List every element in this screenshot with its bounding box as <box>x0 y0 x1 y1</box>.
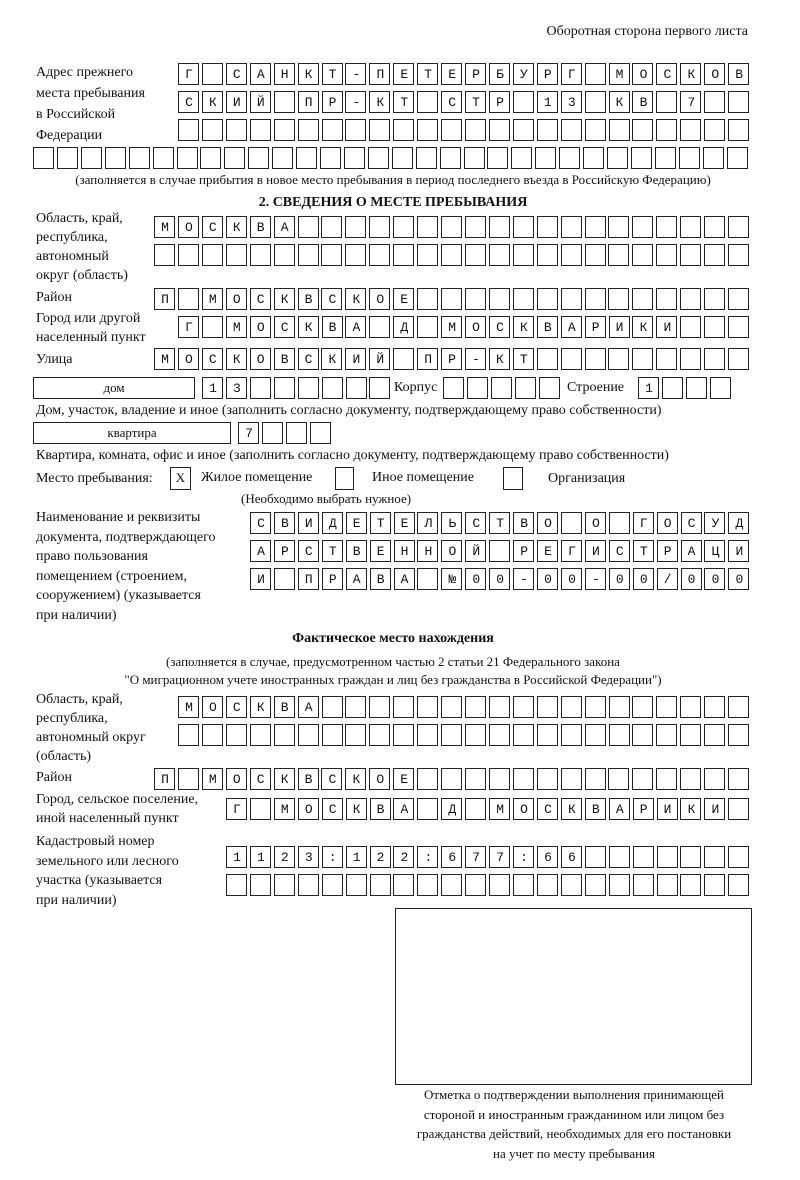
char-cell[interactable] <box>248 147 269 169</box>
char-cell[interactable] <box>393 119 414 141</box>
char-cell[interactable] <box>154 244 175 266</box>
char-cell[interactable] <box>585 244 606 266</box>
char-cell[interactable] <box>322 119 343 141</box>
char-cell[interactable] <box>680 724 701 746</box>
char-cell[interactable] <box>489 696 510 718</box>
char-cell[interactable] <box>561 768 582 790</box>
char-cell[interactable] <box>657 846 678 868</box>
stay-option-other-checkbox[interactable] <box>335 467 354 490</box>
char-cell[interactable] <box>539 377 560 399</box>
char-cell[interactable] <box>511 147 532 169</box>
char-cell[interactable] <box>513 216 534 238</box>
char-cell[interactable] <box>537 288 558 310</box>
char-cell[interactable] <box>656 348 677 370</box>
char-cell[interactable] <box>561 724 582 746</box>
char-cell[interactable] <box>710 377 731 399</box>
row-value: АРСТВЕННОЙ РЕГИСТРАЦИ <box>257 544 760 559</box>
char-cell[interactable] <box>728 696 749 718</box>
char-cell[interactable] <box>298 119 319 141</box>
char-cell[interactable] <box>704 768 725 790</box>
char-cell[interactable] <box>441 244 462 266</box>
char-cell[interactable] <box>320 147 341 169</box>
char-cell[interactable] <box>680 846 701 868</box>
char-cell[interactable] <box>632 724 653 746</box>
char-cell[interactable] <box>680 244 701 266</box>
char-cell[interactable] <box>680 119 701 141</box>
stay-option-residential-label: Жилое помещение <box>201 470 313 485</box>
char-cell[interactable] <box>345 244 366 266</box>
char-cell[interactable] <box>369 696 390 718</box>
char-cell[interactable] <box>728 768 749 790</box>
char-cell[interactable] <box>489 768 510 790</box>
char-cell[interactable] <box>274 119 295 141</box>
char-cell[interactable] <box>537 874 558 896</box>
char-cell[interactable] <box>513 768 534 790</box>
char-cell[interactable] <box>704 288 725 310</box>
char-cell[interactable] <box>561 216 582 238</box>
prev-address-label: Адрес прежнего места пребывания в Российской Федерации <box>36 65 145 143</box>
char-cell[interactable] <box>250 874 271 896</box>
char-cell[interactable] <box>370 874 391 896</box>
char-cell[interactable] <box>561 288 582 310</box>
char-cell[interactable] <box>321 244 342 266</box>
char-cell[interactable] <box>680 348 701 370</box>
char-cell[interactable] <box>656 216 677 238</box>
char-cell[interactable] <box>633 874 654 896</box>
char-cell[interactable] <box>631 147 652 169</box>
char-cell[interactable] <box>344 147 365 169</box>
char-cell[interactable] <box>704 316 725 338</box>
char-cell[interactable] <box>393 696 414 718</box>
char-cell[interactable] <box>178 244 199 266</box>
page-side-label: Оборотная сторона первого листа <box>546 24 748 39</box>
char-cell[interactable] <box>608 244 629 266</box>
char-cell[interactable] <box>680 288 701 310</box>
char-cell[interactable] <box>464 147 485 169</box>
char-cell[interactable] <box>296 147 317 169</box>
row-value: П МОСКВСКОЕ <box>161 772 425 787</box>
char-cell[interactable] <box>200 147 221 169</box>
char-cell[interactable] <box>728 874 749 896</box>
char-cell[interactable] <box>583 147 604 169</box>
actual-region-label: Область, край, республика, автономный округ (область) <box>36 692 146 764</box>
prev-address-note: (заполняется в случае прибытия в новое место пребывания в период последнего въезда в Российскую Федерацию) <box>75 172 711 187</box>
char-cell[interactable] <box>657 874 678 896</box>
char-cell[interactable] <box>465 874 486 896</box>
char-cell[interactable] <box>585 288 606 310</box>
char-cell[interactable] <box>489 288 510 310</box>
char-cell[interactable] <box>153 147 174 169</box>
char-cell[interactable] <box>177 147 198 169</box>
char-cell[interactable] <box>585 696 606 718</box>
row-value: 1123:122:677:66 <box>233 850 592 865</box>
char-cell[interactable] <box>585 216 606 238</box>
char-cell[interactable] <box>298 244 319 266</box>
char-cell[interactable] <box>369 216 390 238</box>
char-cell[interactable] <box>202 119 223 141</box>
char-cell[interactable] <box>585 768 606 790</box>
char-cell[interactable] <box>487 147 508 169</box>
row-value: Г САНКТ-ПЕТЕРБУРГ МОСКОВ <box>185 67 760 82</box>
char-cell[interactable] <box>632 768 653 790</box>
char-cell[interactable] <box>129 147 150 169</box>
char-cell[interactable] <box>727 147 748 169</box>
street-label: Улица <box>36 352 73 367</box>
char-cell[interactable] <box>298 724 319 746</box>
char-cell[interactable] <box>632 216 653 238</box>
char-cell[interactable] <box>345 696 366 718</box>
char-cell[interactable] <box>489 119 510 141</box>
char-cell[interactable] <box>680 874 701 896</box>
char-cell[interactable] <box>321 216 342 238</box>
char-cell[interactable] <box>298 377 319 399</box>
char-cell[interactable] <box>561 244 582 266</box>
char-cell[interactable] <box>274 377 295 399</box>
char-cell[interactable] <box>274 874 295 896</box>
char-cell[interactable] <box>513 696 534 718</box>
char-cell[interactable] <box>609 696 630 718</box>
char-cell[interactable] <box>561 874 582 896</box>
char-cell[interactable] <box>537 696 558 718</box>
char-cell[interactable] <box>609 846 630 868</box>
char-cell[interactable] <box>728 348 749 370</box>
char-cell[interactable] <box>250 119 271 141</box>
confirmation-stamp-box <box>395 908 752 1085</box>
char-cell[interactable] <box>489 244 510 266</box>
char-cell[interactable] <box>322 724 343 746</box>
char-cell[interactable] <box>417 874 438 896</box>
char-cell[interactable] <box>704 874 725 896</box>
district-label: Район <box>36 290 72 305</box>
char-cell[interactable] <box>226 119 247 141</box>
char-cell[interactable] <box>417 696 438 718</box>
char-cell[interactable] <box>443 377 464 399</box>
char-cell[interactable] <box>417 216 438 238</box>
char-cell[interactable] <box>656 768 677 790</box>
actual-city-label: Город, сельское поселение, иной населенный пункт <box>36 792 199 826</box>
char-cell[interactable] <box>535 147 556 169</box>
char-cell[interactable] <box>298 874 319 896</box>
char-cell[interactable] <box>272 147 293 169</box>
stay-note: (Необходимо выбрать нужное) <box>241 491 412 506</box>
char-cell[interactable] <box>656 724 677 746</box>
char-cell[interactable] <box>226 874 247 896</box>
char-cell[interactable] <box>608 768 629 790</box>
char-cell[interactable] <box>704 348 725 370</box>
char-cell[interactable] <box>680 696 701 718</box>
row-value: 1 <box>645 381 670 396</box>
char-cell[interactable] <box>417 724 438 746</box>
char-cell[interactable] <box>465 696 486 718</box>
char-cell[interactable] <box>703 147 724 169</box>
char-cell[interactable] <box>728 244 749 266</box>
char-cell[interactable] <box>441 724 462 746</box>
char-cell[interactable] <box>224 147 245 169</box>
char-cell[interactable] <box>178 119 199 141</box>
char-cell[interactable] <box>585 119 606 141</box>
char-cell[interactable] <box>465 768 486 790</box>
char-cell[interactable] <box>178 724 199 746</box>
char-cell[interactable] <box>310 422 331 444</box>
cadastre-label: Кадастровый номер земельного или лесного участка (указывается при наличии) <box>36 834 179 908</box>
char-cell[interactable] <box>274 724 295 746</box>
char-cell[interactable] <box>561 119 582 141</box>
row-value: П МОСКВСКОЕ <box>161 292 425 307</box>
char-cell[interactable] <box>609 874 630 896</box>
char-cell[interactable] <box>513 119 534 141</box>
char-cell[interactable] <box>345 724 366 746</box>
char-cell[interactable] <box>537 768 558 790</box>
char-cell[interactable] <box>632 119 653 141</box>
section2-title: 2. СВЕДЕНИЯ О МЕСТЕ ПРЕБЫВАНИЯ <box>258 195 528 210</box>
char-cell[interactable] <box>105 147 126 169</box>
char-cell[interactable] <box>656 696 677 718</box>
char-cell[interactable] <box>465 244 486 266</box>
char-cell[interactable] <box>392 147 413 169</box>
region-label: Область, край, республика, автономный округ (область) <box>36 211 128 283</box>
char-cell[interactable] <box>656 119 677 141</box>
char-cell[interactable] <box>585 724 606 746</box>
char-cell[interactable] <box>561 348 582 370</box>
char-cell[interactable] <box>537 216 558 238</box>
char-cell[interactable] <box>441 768 462 790</box>
stay-place-label: Место пребывания: <box>36 471 153 486</box>
char-cell[interactable] <box>537 119 558 141</box>
char-cell[interactable] <box>250 724 271 746</box>
actual-note-2: "О миграционном учете иностранных граждан и лиц без гражданства в Российской Федерации") <box>124 672 662 687</box>
char-cell[interactable] <box>655 147 676 169</box>
char-cell[interactable] <box>441 288 462 310</box>
char-cell[interactable] <box>491 377 512 399</box>
confirmation-caption: Отметка о подтверждении выполнения принимающей стороной и иностранным гражданином или лицом без гражданства действий, необходимых для его постановки на учет по месту пребывания <box>416 1087 732 1161</box>
char-cell[interactable] <box>585 874 606 896</box>
char-cell[interactable] <box>465 724 486 746</box>
char-cell[interactable] <box>632 348 653 370</box>
row-value: МОСКВА <box>161 220 305 235</box>
char-cell[interactable] <box>515 377 536 399</box>
char-cell[interactable] <box>489 874 510 896</box>
char-cell[interactable] <box>226 244 247 266</box>
char-cell[interactable] <box>728 724 749 746</box>
char-cell[interactable] <box>393 244 414 266</box>
char-cell[interactable] <box>609 119 630 141</box>
char-cell[interactable] <box>368 147 389 169</box>
char-cell[interactable] <box>465 288 486 310</box>
char-cell[interactable] <box>465 216 486 238</box>
char-cell[interactable] <box>608 348 629 370</box>
flat-type-field[interactable]: квартира <box>33 422 231 444</box>
row-value: 13 <box>209 381 257 396</box>
char-cell[interactable] <box>393 216 414 238</box>
char-cell[interactable] <box>537 724 558 746</box>
row-value: 7 <box>245 426 270 441</box>
char-cell[interactable] <box>686 377 707 399</box>
char-cell[interactable] <box>728 288 749 310</box>
row-value: И ПРАВА №00-00-00/000 <box>257 572 760 587</box>
char-cell[interactable] <box>441 696 462 718</box>
char-cell[interactable] <box>417 119 438 141</box>
char-cell[interactable] <box>680 216 701 238</box>
char-cell[interactable] <box>704 846 725 868</box>
char-cell[interactable] <box>513 724 534 746</box>
char-cell[interactable] <box>202 724 223 746</box>
char-cell[interactable] <box>680 768 701 790</box>
stay-option-other-label: Иное помещение <box>372 470 474 485</box>
char-cell[interactable] <box>57 147 78 169</box>
char-cell[interactable] <box>417 244 438 266</box>
stay-option-residential-checkbox[interactable]: X <box>170 467 191 490</box>
doc-label: Наименование и реквизиты документа, подтверждающего право пользования помещением (строением, сооружением) (указывается при наличии) <box>36 510 216 623</box>
actual-note-1: (заполняется в случае, предусмотренном частью 2 статьи 21 Федерального закона <box>166 654 620 669</box>
korpus-label: Корпус <box>394 380 438 395</box>
char-cell[interactable] <box>537 244 558 266</box>
char-cell[interactable] <box>728 119 749 141</box>
char-cell[interactable] <box>632 696 653 718</box>
char-cell[interactable] <box>81 147 102 169</box>
char-cell[interactable] <box>728 846 749 868</box>
char-cell[interactable] <box>369 119 390 141</box>
char-cell[interactable] <box>608 288 629 310</box>
char-cell[interactable] <box>345 216 366 238</box>
char-cell[interactable] <box>728 316 749 338</box>
char-cell[interactable] <box>322 377 343 399</box>
flat-note: Квартира, комната, офис и иное (заполнить согласно документу, подтверждающему право собственности) <box>36 448 669 463</box>
char-cell[interactable] <box>440 147 461 169</box>
char-cell[interactable] <box>559 147 580 169</box>
char-cell[interactable] <box>513 288 534 310</box>
char-cell[interactable] <box>416 147 437 169</box>
char-cell[interactable] <box>369 724 390 746</box>
house-note: Дом, участок, владение и иное (заполнить согласно документу, подтверждающему право собственности) <box>36 403 662 418</box>
row-value: СВИДЕТЕЛЬСТВО О ГОСУД <box>257 516 760 531</box>
char-cell[interactable] <box>513 244 534 266</box>
stay-option-organization-label: Организация <box>548 471 626 486</box>
char-cell[interactable] <box>513 874 534 896</box>
char-cell[interactable] <box>250 244 271 266</box>
char-cell[interactable] <box>393 874 414 896</box>
char-cell[interactable] <box>369 377 390 399</box>
char-cell[interactable] <box>632 244 653 266</box>
char-cell[interactable] <box>704 216 725 238</box>
char-cell[interactable] <box>728 216 749 238</box>
char-cell[interactable] <box>441 119 462 141</box>
actual-district-label: Район <box>36 770 72 785</box>
building-label: Строение <box>567 380 625 395</box>
char-cell[interactable] <box>346 874 367 896</box>
char-cell[interactable] <box>704 244 725 266</box>
char-cell[interactable] <box>441 216 462 238</box>
actual-title: Фактическое место нахождения <box>292 631 494 646</box>
char-cell[interactable] <box>286 422 307 444</box>
char-cell[interactable] <box>226 724 247 746</box>
char-cell[interactable] <box>465 119 486 141</box>
char-cell[interactable] <box>585 348 606 370</box>
char-cell[interactable] <box>561 696 582 718</box>
row-value: МОСКОВСКИЙ ПР-КТ <box>161 352 544 367</box>
row-value: СКИЙ ПР-КТ СТР 13 КВ 7 <box>185 95 712 110</box>
char-cell[interactable] <box>393 724 414 746</box>
char-cell[interactable] <box>704 724 725 746</box>
city-label: Город или другой населенный пункт <box>36 311 146 345</box>
char-cell[interactable] <box>489 724 510 746</box>
row-value: МОСКВА <box>185 700 329 715</box>
char-cell[interactable] <box>345 119 366 141</box>
char-cell[interactable] <box>274 244 295 266</box>
char-cell[interactable] <box>728 91 749 113</box>
row-value: Г МОСКВА Д МОСКВАРИКИ <box>233 802 736 817</box>
char-cell[interactable] <box>346 377 367 399</box>
char-cell[interactable] <box>632 288 653 310</box>
char-cell[interactable] <box>33 147 54 169</box>
char-cell[interactable] <box>467 377 488 399</box>
char-cell[interactable] <box>679 147 700 169</box>
char-cell[interactable] <box>202 244 223 266</box>
char-cell[interactable] <box>322 874 343 896</box>
char-cell[interactable] <box>633 846 654 868</box>
char-cell[interactable] <box>369 244 390 266</box>
char-cell[interactable] <box>609 724 630 746</box>
char-cell[interactable] <box>656 288 677 310</box>
char-cell[interactable] <box>441 874 462 896</box>
row-value: Г МОСКВА Д МОСКВАРИКИ <box>185 320 688 335</box>
char-cell[interactable] <box>608 216 629 238</box>
char-cell[interactable] <box>704 696 725 718</box>
char-cell[interactable] <box>489 216 510 238</box>
stay-option-organization-checkbox[interactable] <box>503 467 523 490</box>
house-type-field[interactable]: дом <box>33 377 195 399</box>
char-cell[interactable] <box>704 119 725 141</box>
char-cell[interactable] <box>607 147 628 169</box>
char-cell[interactable] <box>656 244 677 266</box>
